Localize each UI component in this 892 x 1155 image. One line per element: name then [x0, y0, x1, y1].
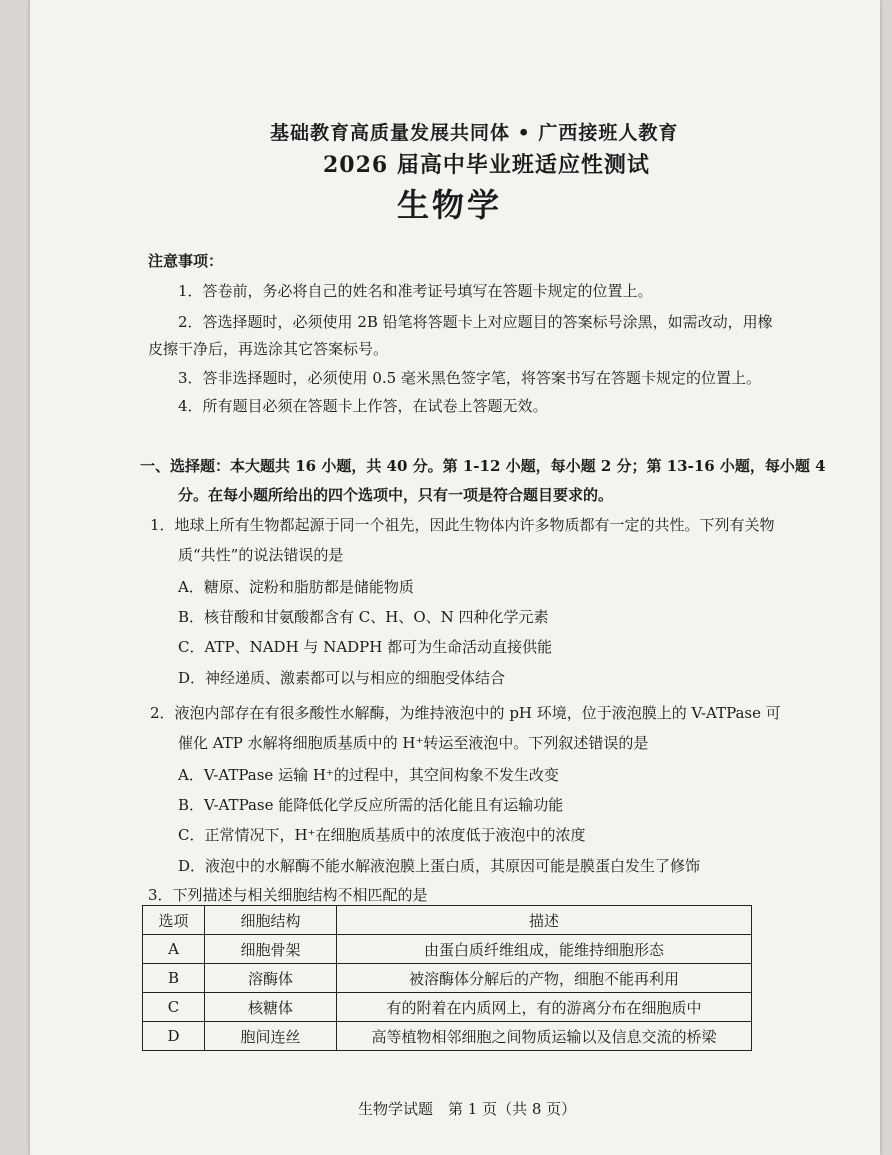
notice-item: 4．所有题目必须在答题卡上作答，在试卷上答题无效。 [178, 397, 548, 415]
table-cell: 由蛋白质纤维组成，能维持细胞形态 [337, 935, 752, 964]
section-heading: 分。在每小题所给出的四个选项中，只有一项是符合题目要求的。 [178, 486, 614, 504]
table-cell: 被溶酶体分解后的产物，细胞不能再利用 [337, 964, 752, 993]
answer-option: D．神经递质、激素都可以与相应的细胞受体结合 [178, 669, 506, 687]
table-row [143, 964, 752, 993]
table-cell: D [143, 1022, 205, 1051]
notice-item: 2．答选择题时，必须使用 2B 铅笔将答题卡上对应题目的答案标号涂黑，如需改动，用橡 [178, 313, 773, 331]
answer-option: C．ATP、NADH 与 NADPH 都可为生命活动直接供能 [178, 638, 553, 656]
answer-option: C．正常情况下，H⁺在细胞质基质中的浓度低于液泡中的浓度 [178, 826, 586, 844]
question-stem: 催化 ATP 水解将细胞质基质中的 H⁺转运至液泡中。下列叙述错误的是 [178, 734, 649, 752]
question-stem: 1．地球上所有生物都起源于同一个祖先，因此生物体内许多物质都有一定的共性。下列有关物 [150, 516, 775, 534]
answer-option: D．液泡中的水解酶不能水解液泡膜上蛋白质，其原因可能是膜蛋白发生了修饰 [178, 857, 701, 875]
table-header-row [143, 906, 752, 935]
table-cell: 胞间连丝 [205, 1022, 337, 1051]
table-header-cell: 选项 [143, 906, 205, 935]
table-header-cell: 描述 [337, 906, 752, 935]
table-cell: 高等植物相邻细胞之间物质运输以及信息交流的桥梁 [337, 1022, 752, 1051]
question-stem: 3．下列描述与相关细胞结构不相匹配的是 [148, 886, 428, 904]
options-table [142, 905, 752, 1051]
notice-item: 1．答卷前，务必将自己的姓名和准考证号填写在答题卡规定的位置上。 [178, 282, 653, 300]
table-cell: B [143, 964, 205, 993]
exam-name-title: 2026 届高中毕业班适应性测试 [323, 152, 650, 178]
subject-title: 生物学 [397, 186, 503, 224]
notice-title: 注意事项： [148, 252, 224, 270]
table-cell: A [143, 935, 205, 964]
table-cell: 细胞骨架 [205, 935, 337, 964]
table-cell: 核糖体 [205, 993, 337, 1022]
question-stem: 2．液泡内部存在有很多酸性水解酶，为维持液泡中的 pH 环境，位于液泡膜上的 V-ATPase 可 [150, 704, 781, 722]
answer-option: B．V-ATPase 能降低化学反应所需的活化能且有运输功能 [178, 796, 564, 814]
question-stem: 质“共性”的说法错误的是 [178, 546, 344, 564]
exam-organizer-title: 基础教育高质量发展共同体 • 广西接班人教育 [270, 122, 679, 144]
table-header-cell: 细胞结构 [205, 906, 337, 935]
table-cell: 有的附着在内质网上，有的游离分布在细胞质中 [337, 993, 752, 1022]
notice-item: 3．答非选择题时，必须使用 0.5 毫米黑色签字笔，将答案书写在答题卡规定的位置上。 [178, 369, 761, 387]
table-row [143, 1022, 752, 1051]
notice-item: 皮擦干净后，再选涂其它答案标号。 [148, 340, 389, 358]
page-footer: 生物学试题 第 1 页（共 8 页） [358, 1100, 577, 1118]
table-cell: C [143, 993, 205, 1022]
answer-option: A．糖原、淀粉和脂肪都是储能物质 [178, 578, 414, 596]
section-heading: 一、选择题：本大题共 16 小题，共 40 分。第 1-12 小题，每小题 2 分；第 13-16 小题，每小题 4 [140, 457, 826, 475]
answer-option: A．V-ATPase 运输 H⁺的过程中，其空间构象不发生改变 [178, 766, 559, 784]
table-row [143, 935, 752, 964]
answer-option: B．核苷酸和甘氨酸都含有 C、H、O、N 四种化学元素 [178, 608, 549, 626]
table-row [143, 993, 752, 1022]
table-cell: 溶酶体 [205, 964, 337, 993]
